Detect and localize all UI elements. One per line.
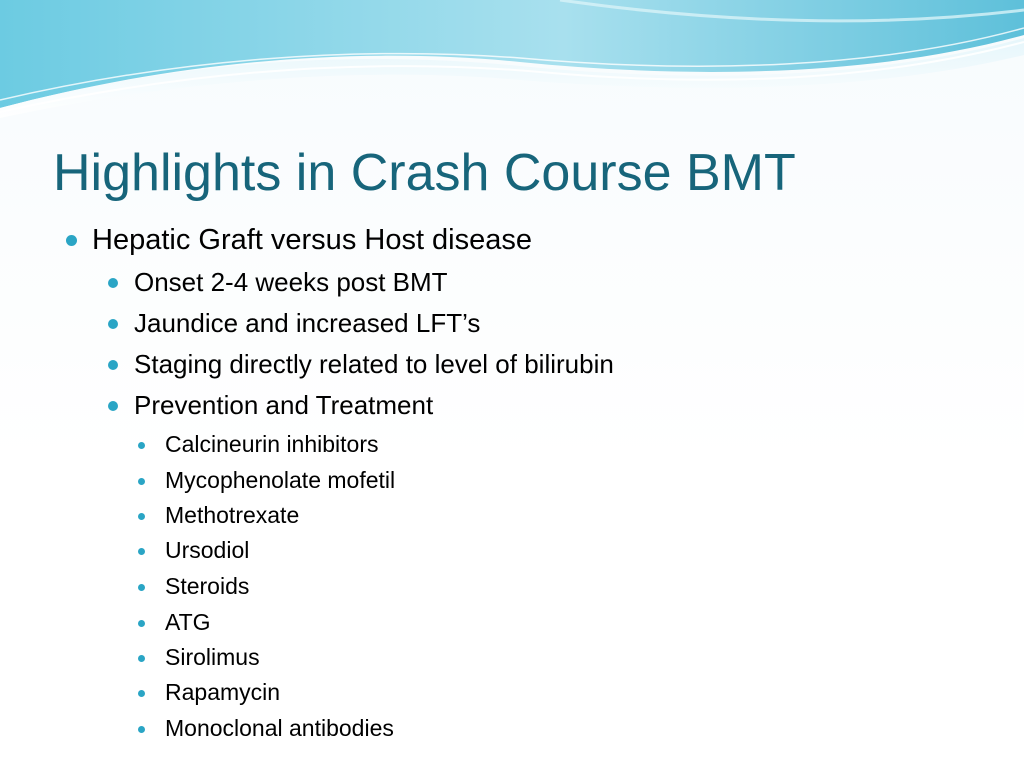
bullet-dot-icon: [138, 726, 145, 733]
bullet-item-level-1: [92, 222, 532, 258]
bullet-dot-icon: [108, 360, 118, 370]
bullet-dot-icon: [138, 548, 145, 555]
bullet-text: Onset 2-4 weeks post BMT: [134, 267, 448, 297]
slide-title: Highlights in Crash Course BMT: [53, 144, 796, 202]
bullet-text: Sirolimus: [165, 644, 260, 670]
bullet-dot-icon: [138, 620, 145, 627]
bullet-dot-icon: [138, 655, 145, 662]
bullet-item-level-3: [165, 466, 395, 494]
bullet-text: Mycophenolate mofetil: [165, 467, 396, 493]
bullet-text: Ursodiol: [165, 537, 250, 563]
bullet-dot-icon: [108, 401, 118, 411]
bullet-text: Jaundice and increased LFT’s: [134, 308, 481, 338]
bullet-item-level-2: [134, 266, 448, 298]
bullet-dot-icon: [138, 513, 145, 520]
bullet-item-level-2: [134, 348, 614, 380]
bullet-item-level-3: [165, 608, 211, 636]
bullet-text: ATG: [165, 609, 211, 635]
bullet-dot-icon: [66, 235, 77, 246]
bullet-item-level-3: [165, 714, 394, 742]
bullet-text: Monoclonal antibodies: [165, 715, 394, 741]
bullet-item-level-3: [165, 501, 299, 529]
bullet-dot-icon: [108, 319, 118, 329]
bullet-dot-icon: [138, 478, 145, 485]
bullet-item-level-3: [165, 430, 379, 458]
bullet-dot-icon: [138, 584, 145, 591]
bullet-item-level-3: [165, 643, 260, 671]
bullet-dot-icon: [138, 442, 145, 449]
bullet-text: Rapamycin: [165, 679, 281, 705]
bullet-item-level-2: [134, 307, 480, 339]
bullet-text: Hepatic Graft versus Host disease: [92, 224, 533, 256]
bullet-item-level-2: [134, 389, 433, 421]
bullet-text: Staging directly related to level of bilirubin: [134, 349, 614, 379]
bullet-text: Prevention and Treatment: [134, 390, 434, 420]
bullet-dot-icon: [138, 690, 145, 697]
bullet-item-level-3: [165, 572, 249, 600]
bullet-text: Steroids: [165, 573, 250, 599]
bullet-item-level-3: [165, 678, 280, 706]
bullet-text: Methotrexate: [165, 502, 300, 528]
bullet-text: Calcineurin inhibitors: [165, 431, 379, 457]
bullet-item-level-3: [165, 536, 249, 564]
bullet-dot-icon: [108, 278, 118, 288]
